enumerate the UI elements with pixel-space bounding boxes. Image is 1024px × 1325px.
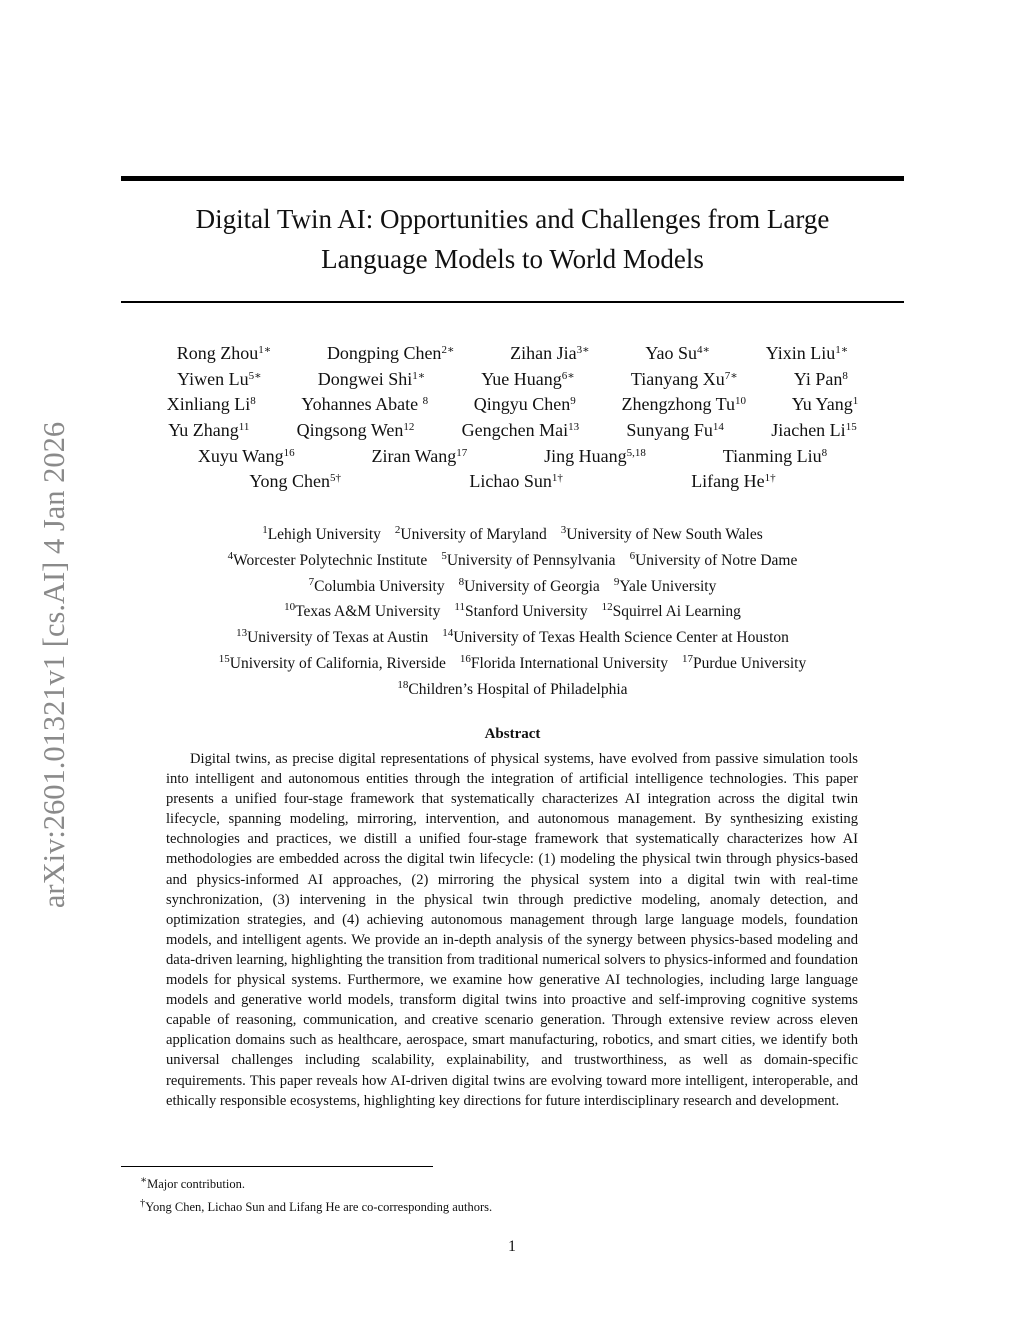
affiliation-number: 6 — [629, 549, 636, 562]
author-name — [167, 392, 256, 418]
author-name — [631, 367, 738, 393]
author-affiliation-mark: 2∗ — [441, 344, 455, 356]
affiliation — [459, 574, 600, 600]
paper-title — [121, 199, 904, 279]
author-name — [766, 341, 849, 367]
footnote — [140, 1194, 492, 1217]
author-name-text: Dongping Chen — [326, 343, 442, 363]
author-name — [621, 392, 746, 418]
affiliation — [561, 522, 763, 548]
author-name — [626, 418, 724, 444]
affiliation — [397, 677, 627, 703]
author-name — [168, 418, 249, 444]
author-affiliation-mark: 3∗ — [576, 344, 590, 356]
author-affiliation-mark: 8 — [422, 395, 429, 408]
affiliation-number: 8 — [458, 575, 465, 588]
author-affiliation-mark: 1† — [764, 472, 776, 485]
affiliation — [395, 522, 547, 548]
author-name-text: Yiwen Lu — [177, 368, 249, 389]
footnote-text: Yong Chen, Lichao Sun and Lifang He are co-corresponding authors. — [145, 1200, 493, 1215]
arxiv-identifier: arXiv:2601.01321v1 [cs.AI] 4 Jan 2026 — [37, 421, 71, 909]
author-name — [462, 418, 579, 444]
affiliation-name: Squirrel Ai Learning — [612, 603, 741, 621]
author-name — [510, 341, 589, 367]
author-affiliation-mark: 1∗ — [412, 369, 426, 382]
footnote-rule — [121, 1166, 433, 1167]
author-name-text: Xinliang Li — [166, 394, 251, 415]
affiliation-name: University of Texas Health Science Center at Houston — [453, 629, 789, 647]
affiliation-name: Worcester Polytechnic Institute — [233, 551, 428, 569]
author-name — [297, 418, 415, 444]
affiliation-row — [121, 574, 904, 600]
author-name — [792, 392, 859, 418]
author-row — [121, 392, 904, 418]
affiliation-number: 2 — [394, 524, 401, 536]
affiliation-name: University of California, Riverside — [229, 654, 446, 672]
author-name-text: Xuyu Wang — [197, 445, 284, 466]
author-affiliation-mark: 7∗ — [724, 369, 738, 382]
footnotes — [140, 1171, 492, 1217]
author-name — [249, 469, 341, 495]
author-name-text: Zhengzhong Tu — [621, 394, 735, 415]
affiliation-name: Stanford University — [464, 603, 588, 621]
footnote — [140, 1171, 492, 1194]
affiliation-number: 5 — [441, 549, 447, 562]
affiliation-number: 4 — [227, 549, 234, 562]
author-affiliation-mark: 12 — [403, 421, 415, 434]
affiliation-number: 11 — [454, 601, 465, 614]
affiliation-name: Florida International University — [470, 654, 668, 672]
affiliation — [682, 651, 806, 677]
affiliation — [441, 548, 615, 574]
author-row — [121, 367, 904, 393]
affiliation-number: 9 — [613, 575, 620, 588]
author-name-text: Yohannes Abate — [301, 394, 423, 415]
affiliation-name: University of Notre Dame — [635, 551, 798, 569]
footnote-text: Major contribution. — [147, 1177, 245, 1192]
footnote-mark: † — [140, 1198, 146, 1210]
abstract-heading: Abstract — [484, 726, 541, 742]
affiliation-row — [121, 625, 904, 651]
affiliation-name: University of Maryland — [400, 526, 547, 543]
author-row — [121, 444, 904, 470]
affiliation — [614, 574, 717, 600]
author-list — [121, 341, 904, 495]
affiliation-name: University of Pennsylvania — [446, 551, 616, 569]
title-top-rule — [121, 176, 904, 181]
affiliation-number: 18 — [397, 678, 409, 691]
affiliation-name: Children’s Hospital of Philadelphia — [408, 680, 628, 698]
affiliation-list — [121, 522, 904, 703]
affiliation-row — [121, 677, 904, 703]
author-name-text: Jiachen Li — [771, 420, 846, 441]
author-row — [121, 469, 904, 495]
author-affiliation-mark: 10 — [735, 395, 746, 408]
affiliation-number: 15 — [218, 652, 230, 665]
affiliation-number: 17 — [682, 652, 693, 665]
author-name-text: Yong Chen — [249, 471, 331, 492]
author-name — [301, 392, 428, 418]
author-affiliation-mark: 16 — [283, 446, 295, 459]
affiliation — [630, 548, 798, 574]
affiliation-name: Yale University — [619, 577, 717, 595]
author-name-text: Yu Zhang — [168, 420, 239, 441]
author-affiliation-mark: 1∗ — [258, 344, 272, 356]
affiliation — [602, 599, 741, 625]
author-affiliation-mark: 8 — [842, 369, 848, 382]
author-affiliation-mark: 5,18 — [626, 446, 646, 459]
author-name — [794, 367, 848, 393]
author-name-text: Qingsong Wen — [296, 420, 404, 441]
affiliation-number: 3 — [560, 524, 567, 536]
affiliation-name: Texas A&M University — [295, 603, 441, 621]
author-name — [474, 392, 576, 418]
affiliation — [219, 651, 446, 677]
author-affiliation-mark: 5∗ — [248, 369, 262, 382]
author-name-text: Sunyang Fu — [626, 420, 713, 441]
author-affiliation-mark: 1† — [551, 472, 563, 485]
author-affiliation-mark: 1∗ — [835, 344, 849, 356]
author-name-text: Lifang He — [691, 471, 765, 492]
author-name-text: Yixin Liu — [765, 343, 836, 363]
author-name — [177, 367, 261, 393]
affiliation-row — [121, 599, 904, 625]
affiliation — [442, 625, 789, 651]
author-name-text: Jing Huang — [544, 445, 627, 466]
affiliation — [454, 599, 587, 625]
author-affiliation-mark: 15 — [845, 421, 857, 434]
author-name-text: Tianming Liu — [722, 445, 822, 466]
author-affiliation-mark: 11 — [238, 421, 250, 434]
author-name — [771, 418, 856, 444]
footnote-mark: ∗ — [140, 1175, 148, 1186]
affiliation-number: 16 — [459, 652, 471, 665]
author-name-text: Ziran Wang — [371, 445, 457, 466]
author-name-text: Dongwei Shi — [317, 368, 413, 389]
author-name — [318, 367, 425, 393]
author-name — [481, 367, 574, 393]
affiliation — [262, 522, 381, 548]
affiliation — [228, 548, 428, 574]
affiliation — [460, 651, 668, 677]
author-affiliation-mark: 17 — [456, 446, 468, 459]
affiliation-number: 10 — [284, 601, 296, 614]
affiliation-name: Columbia University — [314, 577, 445, 595]
author-affiliation-mark: 8 — [250, 395, 256, 408]
page-number: 1 — [508, 1238, 516, 1255]
author-name — [327, 341, 454, 367]
author-affiliation-mark: 4∗ — [697, 344, 711, 356]
author-name — [372, 444, 468, 470]
affiliation-number: 12 — [601, 601, 613, 614]
author-name-text: Rong Zhou — [176, 343, 259, 363]
title-bottom-rule — [121, 301, 904, 303]
affiliation-name: University of Georgia — [464, 577, 600, 595]
author-affiliation-mark: 14 — [712, 421, 724, 434]
author-name-text: Yi Pan — [793, 368, 843, 389]
affiliation-row — [121, 522, 904, 548]
author-affiliation-mark: 1 — [852, 395, 859, 408]
author-name-text: Gengchen Mai — [461, 420, 569, 441]
affiliation-name: University of New South Wales — [566, 526, 763, 543]
author-affiliation-mark: 13 — [568, 421, 580, 434]
affiliation — [309, 574, 445, 600]
affiliation-number: 7 — [308, 575, 315, 588]
author-name — [177, 341, 272, 367]
author-row — [121, 341, 904, 367]
author-name — [645, 341, 710, 367]
affiliation-number: 13 — [236, 627, 248, 640]
author-name — [198, 444, 295, 470]
affiliation-name: University of Texas at Austin — [247, 629, 429, 647]
affiliation — [284, 599, 440, 625]
affiliation-name: Lehigh University — [267, 526, 381, 543]
author-row — [121, 418, 904, 444]
author-affiliation-mark: 6∗ — [561, 369, 575, 382]
affiliation-number: 1 — [262, 524, 268, 536]
author-name-text: Yue Huang — [481, 368, 562, 389]
author-name-text: Qingyu Chen — [473, 394, 571, 415]
author-name — [723, 444, 827, 470]
author-affiliation-mark: 5† — [330, 472, 342, 485]
author-name-text: Tianyang Xu — [630, 368, 725, 389]
author-name — [691, 469, 775, 495]
affiliation-row — [121, 651, 904, 677]
affiliation-row — [121, 548, 904, 574]
author-name-text: Yao Su — [645, 343, 698, 363]
author-affiliation-mark: 9 — [570, 395, 576, 408]
affiliation — [236, 625, 428, 651]
affiliation-number: 14 — [442, 627, 454, 640]
author-name — [469, 469, 563, 495]
abstract-text: Digital twins, as precise digital representations of physical systems, have evolved from passive simulation tools into intelligent and autonomous entities through the integration of artificial intelligence technologies. This paper presents a unified four-stage framework that systematically characterizes AI integration across the digital twin lifecycle, spanning modeling, mirroring, intervention, and autonomous management. By synthesizing existing technologies and practices, we distill a unified four-stage framework that systematically characterizes how AI methodologies are embedded across the digital twin lifecycle: (1) modeling the physical twin through physics-based and physics-informed AI approaches, (2) mirroring the physical system into a digital twin with real-time synchronization, (3) intervening in the physical twin through predictive modeling, anomaly detection, and optimization strategies, and (4) achieving autonomous management through large language models, foundation models, and intelligent agents. We provide an in-depth analysis of the synergy between physics-based modeling and data-driven learning, highlighting the transition from traditional numerical solvers to physics-informed and foundation models for physical systems. Furthermore, we examine how generative AI technologies, including large language models and generative world models, transform digital twins into proactive and self-improving cognitive systems capable of reasoning, communication, and creative scenario generation. Through extensive review across eleven application domains such as healthcare, aerospace, smart manufacturing, robotics, and smart cities, we identify both universal challenges including scalability, explainability, and trustworthiness, as well as domain-specific requirements. This paper reveals how AI-driven digital twins are evolving toward more intelligent, interoperable, and ethically responsible ecosystems, highlighting key directions for future interdisciplinary research and development. — [166, 751, 858, 1109]
author-name-text: Yu Yang — [791, 394, 853, 415]
author-affiliation-mark: 8 — [821, 446, 828, 459]
title-line: Language Models to World Models — [321, 244, 704, 274]
author-name-text: Lichao Sun — [469, 471, 552, 492]
author-name — [544, 444, 646, 470]
title-line: Digital Twin AI: Opportunities and Challenges from Large — [195, 204, 830, 234]
author-name-text: Zihan Jia — [510, 343, 577, 363]
affiliation-name: Purdue University — [693, 654, 807, 672]
